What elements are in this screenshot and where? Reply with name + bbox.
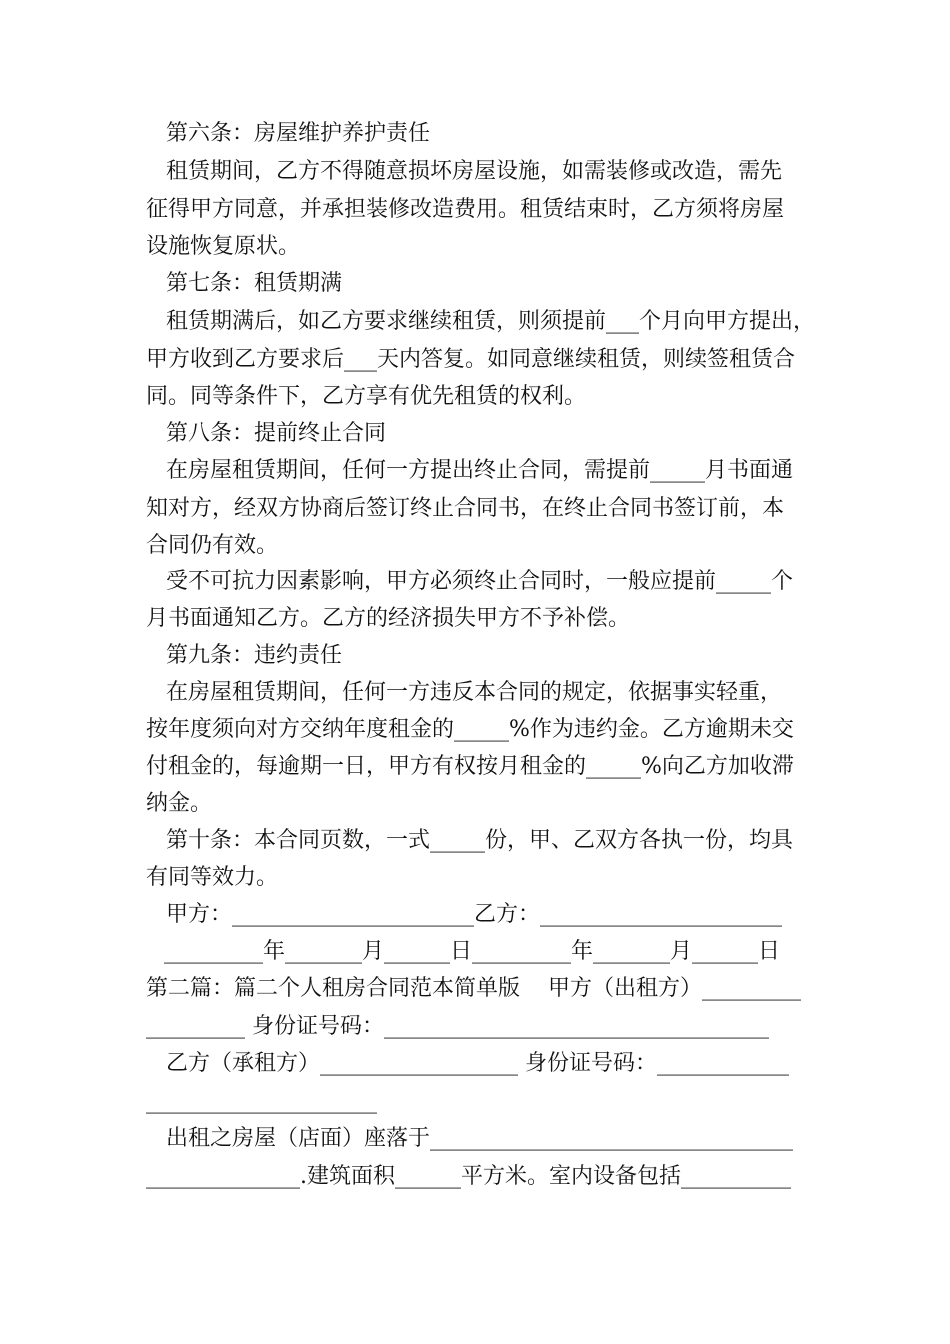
property-location-line: 出租之房屋（店面）座落于_________________________________: [166, 1126, 794, 1151]
paragraph-line: 征得甲方同意，并承担装修改造费用。租赁结束时，乙方须将房屋: [146, 197, 785, 222]
property-area-line: ______________.建筑面积______平方米。室内设备包括__________: [146, 1164, 791, 1189]
part-2-heading-line: 第二篇：篇二个人租房合同范本简单版 甲方（出租方）_________: [146, 976, 801, 1001]
tenant-id-blank-line: _____________________: [146, 1089, 377, 1114]
paragraph-line: 合同仍有效。: [146, 533, 279, 558]
signature-party-line: 甲方：______________________乙方：______________________: [166, 902, 783, 927]
section-8-heading: 第八条：提前终止合同: [166, 421, 387, 446]
paragraph-line: 知对方，经双方协商后签订终止合同书，在终止合同书签订前，本: [146, 496, 785, 521]
paragraph-line: 在房屋租赁期间，任何一方违反本合同的规定，依据事实轻重，: [166, 680, 783, 705]
signature-date-line: _________年_______月______日_________年_______月______日: [164, 939, 781, 964]
paragraph-line: 有同等效力。: [146, 865, 279, 890]
section-9-heading: 第九条：违约责任: [166, 643, 343, 668]
paragraph-line: 租赁期间，乙方不得随意损坏房屋设施，如需装修或改造，需先: [166, 159, 783, 184]
paragraph-line: 同。同等条件下，乙方享有优先租赁的权利。: [146, 384, 587, 409]
paragraph-line: 在房屋租赁期间，任何一方提出终止合同，需提前_____月书面通: [166, 458, 794, 483]
paragraph-line: 按年度须向对方交纳年度租金的_____%作为违约金。乙方逾期未交: [146, 717, 794, 742]
paragraph-line: 设施恢复原状。: [146, 234, 301, 259]
section-10-paragraph: 第十条：本合同页数，一式_____份，甲、乙双方各执一份，均具: [166, 828, 794, 853]
paragraph-line: 纳金。: [146, 791, 213, 816]
paragraph-line: 甲方收到乙方要求后___天内答复。如同意继续租赁，则续签租赁合: [146, 347, 796, 372]
section-6-heading: 第六条：房屋维护养护责任: [166, 121, 431, 146]
paragraph-line: 月书面通知乙方。乙方的经济损失甲方不予补偿。: [146, 606, 631, 631]
section-7-heading: 第七条：租赁期满: [166, 271, 343, 296]
paragraph-line: 付租金的，每逾期一日，甲方有权按月租金的_____%向乙方加收滞: [146, 754, 794, 779]
tenant-line: 乙方（承租方）__________________ 身份证号码：____________: [166, 1051, 789, 1076]
paragraph-line: 受不可抗力因素影响，甲方必须终止合同时，一般应提前_____个: [166, 569, 794, 594]
paragraph-line: 租赁期满后，如乙方要求继续租赁，则须提前___个月向甲方提出，: [166, 309, 816, 334]
landlord-id-line: _________ 身份证号码：___________________________________: [146, 1014, 769, 1039]
